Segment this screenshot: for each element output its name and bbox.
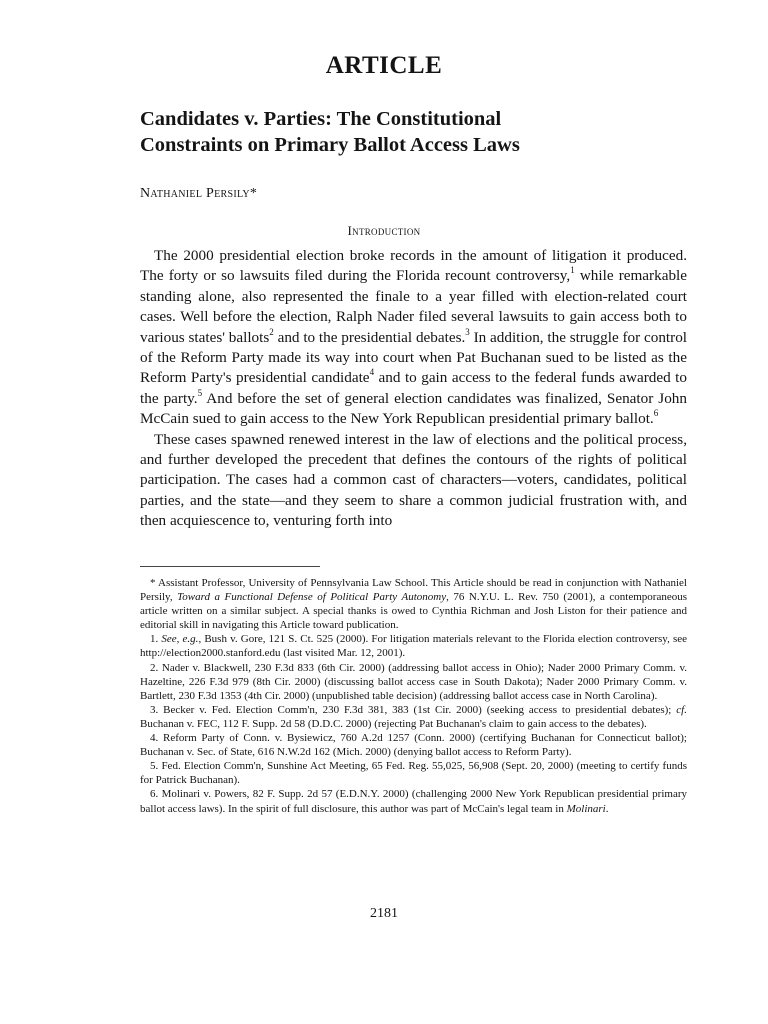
paragraph-1-text-6: And before the set of general election candidates was finalized, Senator John McCain sued to gain access to the New York Republican presidential primary ballot. xyxy=(140,389,687,428)
footnote-3-italic: cf. xyxy=(676,703,687,716)
author-name: Nathaniel Persily* xyxy=(140,186,258,201)
footnote-6 xyxy=(140,787,687,815)
footnote-6-text-2: . xyxy=(605,802,609,815)
paragraph-1-text-5: and to gain access to the federal funds awarded to the party. xyxy=(140,369,687,407)
footnote-6-italic: Molinari xyxy=(566,802,606,815)
footnote-star xyxy=(140,576,687,632)
paragraph-2: These cases spawned renewed interest in the law of elections and the political process, and further developed the precedent that defines the contours of the rights of political participation. The cases had a common cast of characters—voters, candidates, political parties, and the state—and they seem to share a common judicial frustration with, and then acquiescence to, venturing forth into xyxy=(140,430,687,530)
footnote-6-text-1: 6. Molinari v. Powers, 82 F. Supp. 2d 57 (E.D.N.Y. 2000) (challenging 2000 New York Republican presidential primary ballot access laws). In the spirit of full disclosure, this author was part of McCain's legal team in xyxy=(140,788,687,815)
footnote-4: 4. Reform Party of Conn. v. Bysiewicz, 760 A.2d 1257 (Conn. 2000) (certifying Buchanan for Connecticut ballot); Buchanan v. Sec. of State, 616 N.W.2d 162 (Mich. 2000) (denying ballot access to Reform Party). xyxy=(140,732,687,759)
footnote-marker-3: 3 xyxy=(465,326,470,337)
footnote-1-number: 1. xyxy=(150,633,162,646)
footnote-divider xyxy=(140,566,320,567)
paragraph-1 xyxy=(140,246,687,430)
article-heading: ARTICLE xyxy=(325,52,443,79)
footnote-5: 5. Fed. Election Comm'n, Sunshine Act Meeting, 65 Fed. Reg. 55,025, 56,908 (Sept. 20, 2000) (meeting to certify funds for Patrick Buchanan). xyxy=(140,760,687,787)
footnote-marker-2: 2 xyxy=(269,326,274,337)
paragraph-1-text-2: while remarkable standing alone, also represented the finale to a year filled with election-related court cases. Well before the election, Ralph Nader filed several lawsuits to gain access both to various states' ballots xyxy=(140,267,687,346)
footnote-3 xyxy=(140,703,687,731)
footnote-1 xyxy=(140,632,687,660)
title-line-1: Candidates v. Parties: The Constitutional xyxy=(140,108,502,130)
section-heading: Introduction xyxy=(347,223,421,238)
footnote-1-italic: See, e.g. xyxy=(161,633,199,646)
footnote-marker-4: 4 xyxy=(369,367,375,378)
footnote-3-text-1: 3. Becker v. Fed. Election Comm'n, 230 F.3d 381, 383 (1st Cir. 2000) (seeking access to presidential debates); xyxy=(150,703,677,716)
title-line-2: Constraints on Primary Ballot Access Laws xyxy=(140,134,520,156)
footnotes xyxy=(140,576,687,816)
footnote-star-text-2: , 76 N.Y.U. L. Rev. 750 (2001), a contemporaneous article written on a similar subject. A special thanks is owed to Cynthia Richman and Josh Liston for their patience and editorial skill in navigating this Article toward publication. xyxy=(140,591,688,632)
footnote-1-text: , Bush v. Gore, 121 S. Ct. 525 (2000). For litigation materials relevant to the Florida election controversy, see http://election2000.stanford.edu (last visited Mar. 12, 2001). xyxy=(140,633,688,660)
page-number: 2181 xyxy=(370,906,398,921)
body-text xyxy=(140,246,687,532)
paragraph-1-text-3: and to the presidential debates. xyxy=(273,328,466,346)
paragraph-1-text-4: In addition, the struggle for control of the Reform Party made its way into court when Pat Buchanan sued to be listed as the Reform Party's presidential candidate xyxy=(140,328,688,387)
footnote-2: 2. Nader v. Blackwell, 230 F.3d 833 (6th Cir. 2000) (addressing ballot access in Ohio); Nader 2000 Primary Comm. v. Hazeltine, 226 F.3d 979 (8th Cir. 2000) (discussing ballot access case in South Dakota); Nader 2000 Primary Comm. v. Bartlett, 230 F.3d 1353 (4th Cir. 2000) (unpublished table decision) (addressing ballot access case in North Carolina). xyxy=(140,661,687,702)
paragraph-1-text-1: The 2000 presidential election broke records in the amount of litigation it produced. The forty or so lawsuits filed during the Florida recount controversy, xyxy=(140,247,687,285)
footnote-marker-1: 1 xyxy=(570,265,575,276)
footnote-marker-5: 5 xyxy=(197,387,203,398)
footnote-star-text-1: * Assistant Professor, University of Pennsylvania Law School. This Article should be read in conjunction with Nathaniel Persily, xyxy=(140,577,687,604)
footnote-star-italic: Toward a Functional Defense of Political Party Autonomy xyxy=(177,591,447,604)
article-title xyxy=(140,106,700,158)
footnote-marker-6: 6 xyxy=(653,408,659,419)
footnote-3-text-2: Buchanan v. FEC, 112 F. Supp. 2d 58 (D.D.C. 2000) (rejecting Pat Buchanan's claim to gain access to the debates). xyxy=(140,717,647,730)
